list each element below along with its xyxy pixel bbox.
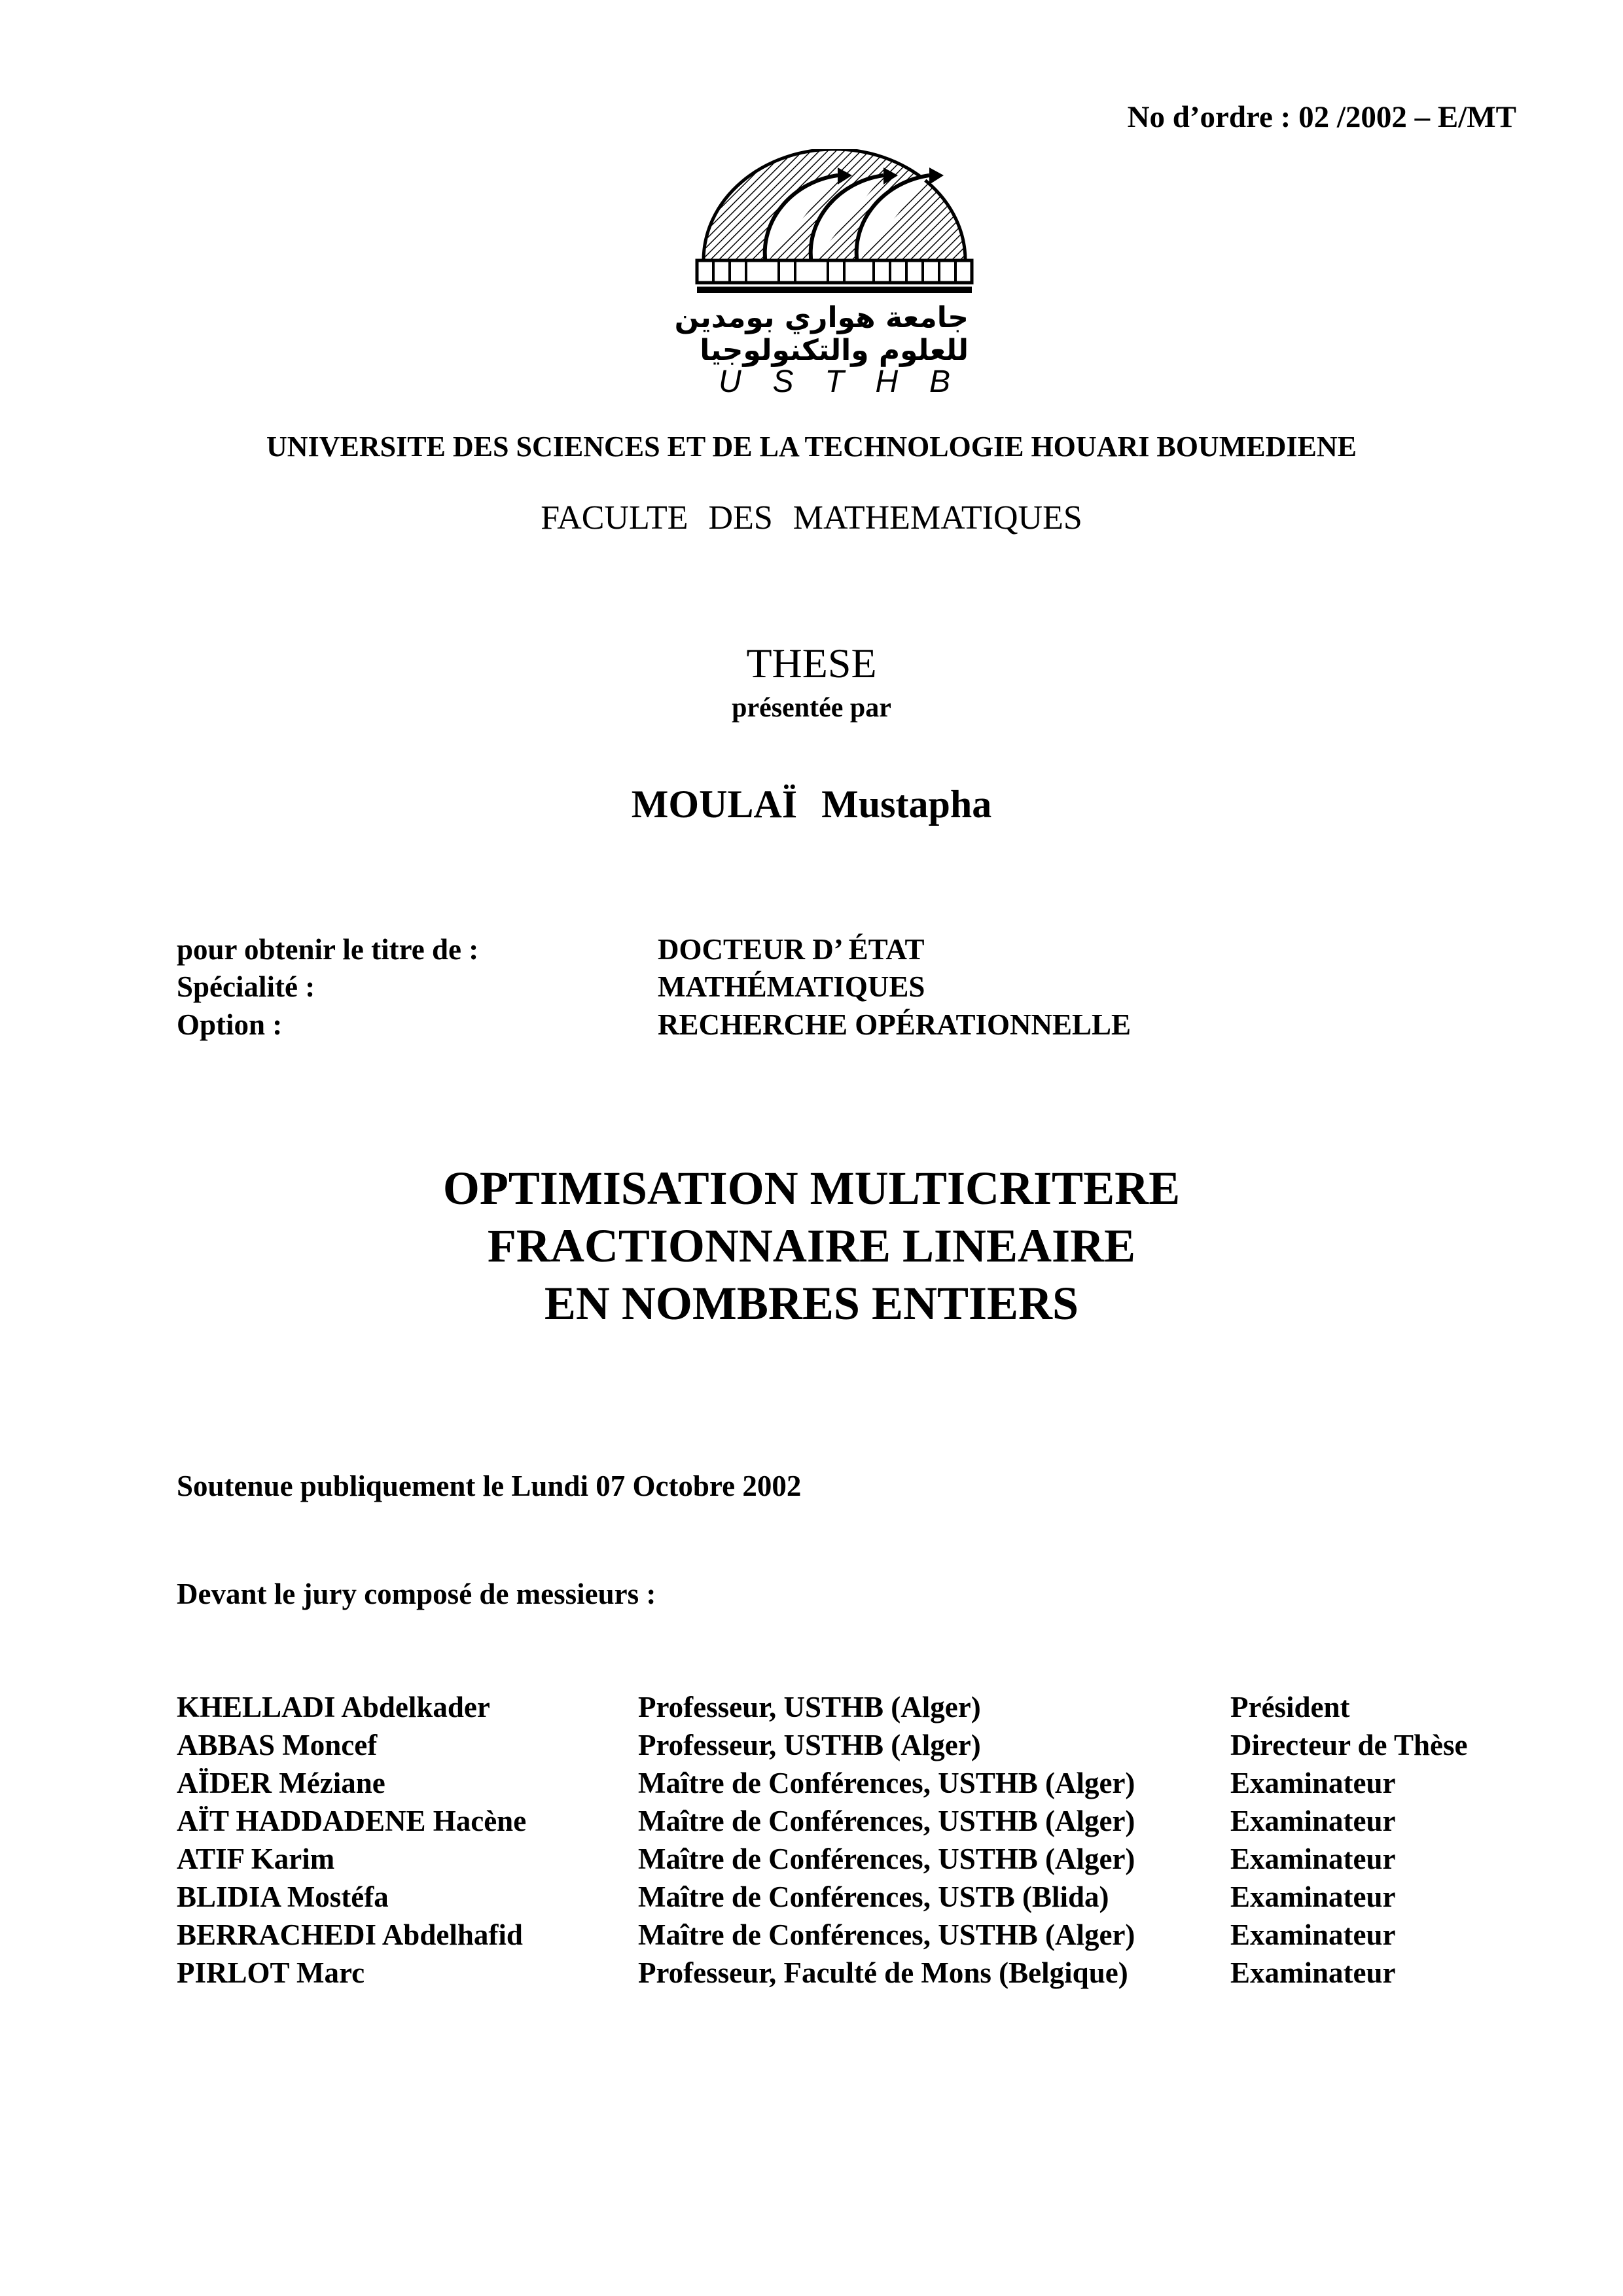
jury-member-title: Professeur, USTHB (Alger)	[638, 1691, 981, 1723]
degree-value: DOCTEUR D’ ÉTAT	[658, 933, 925, 966]
jury-member-role: Président	[1230, 1691, 1350, 1723]
order-number: No d’ordre : 02 /2002 – E/MT	[1127, 100, 1516, 134]
jury-member-name: BLIDIA Mostéfa	[177, 1881, 389, 1913]
thesis-title-line: EN NOMBRES ENTIERS	[544, 1277, 1079, 1330]
specialty-label: Spécialité :	[177, 970, 315, 1003]
jury-member-role: Examinateur	[1230, 1843, 1396, 1875]
faculty-name: FACULTE DES MATHEMATIQUES	[541, 499, 1082, 537]
logo-letter: U	[719, 364, 741, 399]
jury-member-name: ATIF Karim	[177, 1843, 335, 1875]
presented-by: présentée par	[732, 693, 891, 723]
logo-letter: T	[825, 364, 844, 399]
logo-letter: S	[772, 364, 794, 399]
jury-member-title: Maître de Conférences, USTHB (Alger)	[638, 1918, 1135, 1951]
specialty-value: MATHÉMATIQUES	[658, 970, 925, 1003]
logo-letter: B	[929, 364, 950, 399]
jury-member-role: Examinateur	[1230, 1805, 1396, 1837]
thesis-title-line: FRACTIONNAIRE LINEAIRE	[487, 1220, 1136, 1272]
jury-member-role: Examinateur	[1230, 1881, 1396, 1913]
jury-member-title: Maître de Conférences, USTHB (Alger)	[638, 1805, 1135, 1837]
degree-label: pour obtenir le titre de :	[177, 933, 479, 966]
thesis-title-line: OPTIMISATION MULTICRITERE	[442, 1162, 1181, 1214]
jury-member-role: Examinateur	[1230, 1956, 1396, 1989]
thesis-title	[0, 1159, 1623, 1332]
usthb-emblem-icon	[687, 149, 982, 306]
jury-member-title: Maître de Conférences, USTB (Blida)	[638, 1881, 1109, 1913]
logo-letter: H	[875, 364, 899, 399]
jury-member-name: BERRACHEDI Abdelhafid	[177, 1918, 523, 1951]
university-name: UNIVERSITE DES SCIENCES ET DE LA TECHNOLOGIE HOUARI BOUMEDIENE	[266, 431, 1357, 463]
logo-acronym	[700, 364, 969, 400]
jury-member-name: AÏT HADDADENE Hacène	[177, 1805, 527, 1837]
jury-member-name: PIRLOT Marc	[177, 1956, 365, 1989]
jury-member-title: Maître de Conférences, USTHB (Alger)	[638, 1843, 1135, 1875]
defense-date: Soutenue publiquement le Lundi 07 Octobre 2002	[177, 1470, 802, 1502]
jury-member-role: Directeur de Thèse	[1230, 1729, 1468, 1761]
university-logo	[674, 149, 982, 399]
option-label: Option :	[177, 1008, 283, 1041]
jury-member-title: Maître de Conférences, USTHB (Alger)	[638, 1767, 1135, 1799]
jury-member-name: KHELLADI Abdelkader	[177, 1691, 490, 1723]
option-value: RECHERCHE OPÉRATIONNELLE	[658, 1008, 1132, 1041]
logo-arabic-name: جامعة هواري بومدين	[674, 301, 969, 334]
jury-member-name: ABBAS Moncef	[177, 1729, 378, 1761]
jury-member-title: Professeur, USTHB (Alger)	[638, 1729, 981, 1761]
jury-member-name: AÏDER Méziane	[177, 1767, 385, 1799]
jury-member-role: Examinateur	[1230, 1918, 1396, 1951]
logo-arabic-subtitle: للعلوم والتكنولوجيا	[700, 334, 969, 367]
jury-intro: Devant le jury composé de messieurs :	[177, 1578, 656, 1610]
jury-member-title: Professeur, Faculté de Mons (Belgique)	[638, 1956, 1128, 1989]
jury-member-role: Examinateur	[1230, 1767, 1396, 1799]
author-name: MOULAÏ Mustapha	[631, 783, 992, 826]
document-type: THESE	[746, 640, 877, 686]
